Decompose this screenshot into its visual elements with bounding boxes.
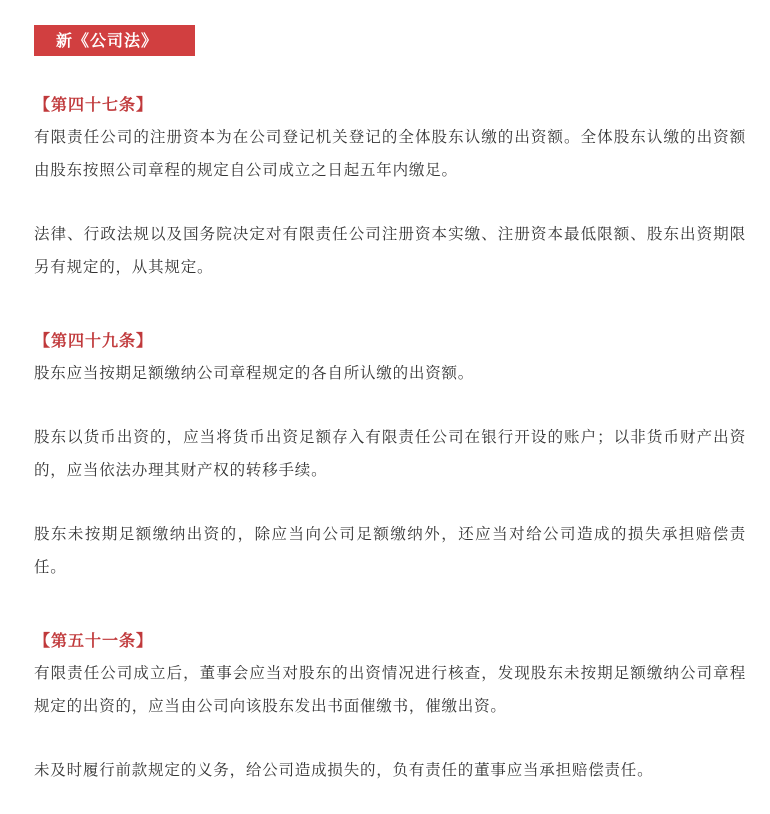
article-title: 【第五十一条】 — [34, 631, 154, 650]
article-paragraph: 股东应当按期足额缴纳公司章程规定的各自所认缴的出资额。 — [34, 364, 475, 382]
article-51 — [34, 630, 746, 787]
article-title: 【第四十九条】 — [34, 331, 154, 350]
article-paragraph: 有限责任公司的注册资本为在公司登记机关登记的全体股东认缴的出资额。全体股东认缴的出资额由股东按照公司章程的规定自公司成立之日起五年内缴足。 — [34, 128, 746, 179]
article-paragraph: 有限责任公司成立后，董事会应当对股东的出资情况进行核查，发现股东未按期足额缴纳公司章程规定的出资的，应当由公司向该股东发出书面催缴书，催缴出资。 — [34, 664, 746, 715]
article-paragraph: 股东未按期足额缴纳出资的，除应当向公司足额缴纳外，还应当对给公司造成的损失承担赔偿责任。 — [34, 525, 746, 576]
article-paragraph: 股东以货币出资的，应当将货币出资足额存入有限责任公司在银行开设的账户；以非货币财产出资的，应当依法办理其财产权的转移手续。 — [34, 428, 746, 479]
title-badge: 新《公司法》 — [34, 25, 195, 56]
article-paragraph: 未及时履行前款规定的义务，给公司造成损失的，负有责任的董事应当承担赔偿责任。 — [34, 761, 654, 779]
article-49 — [34, 330, 746, 584]
article-title: 【第四十七条】 — [34, 95, 154, 114]
article-47 — [34, 94, 746, 284]
article-paragraph: 法律、行政法规以及国务院决定对有限责任公司注册资本实缴、注册资本最低限额、股东出资期限另有规定的，从其规定。 — [34, 225, 746, 276]
